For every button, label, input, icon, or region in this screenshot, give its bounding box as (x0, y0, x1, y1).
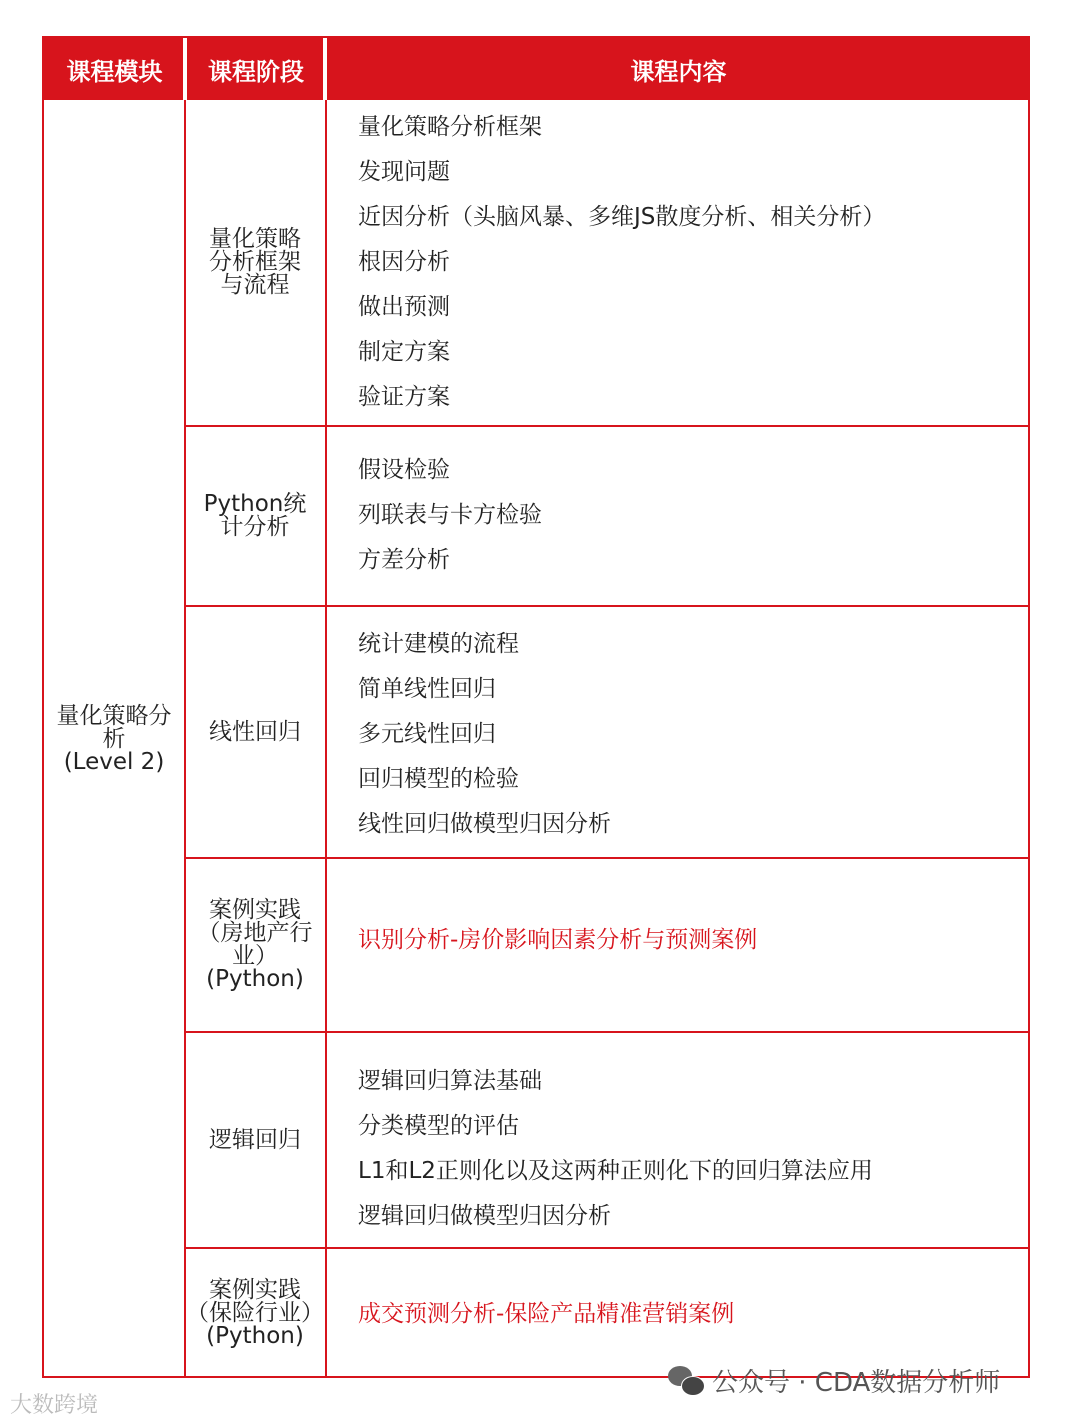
content-item: 分类模型的评估 (358, 1113, 519, 1139)
content-list (358, 448, 542, 583)
watermark-right (668, 1362, 1000, 1399)
content-item: L1和L2正则化以及这两种正则化下的回归算法应用 (358, 1158, 873, 1184)
stage-label: （房地产行 (197, 920, 313, 946)
stage-label: 计分析 (220, 514, 290, 540)
content-item: 逻辑回归做模型归因分析 (358, 1203, 611, 1229)
wechat-icon (668, 1366, 704, 1396)
content-item: 线性回归做模型归因分析 (358, 811, 611, 837)
stage-label: 量化策略 (209, 226, 301, 252)
stage-label: (Python) (206, 966, 304, 992)
stage-label: 线性回归 (209, 718, 301, 745)
stage-label: 案例实践 (209, 1277, 301, 1303)
module-label: (Level 2) (63, 748, 165, 775)
content-list (358, 1292, 734, 1337)
stage-label: 业） (232, 943, 278, 969)
module-label: 析 (102, 725, 126, 752)
module-cell (44, 100, 184, 1378)
stage-cell (185, 607, 325, 857)
watermark-left: 大数跨境 (10, 1393, 99, 1418)
content-item: 逻辑回归算法基础 (358, 1068, 542, 1094)
content-item: 验证方案 (358, 384, 450, 410)
content-item: 做出预测 (358, 294, 450, 320)
module-label: 量化策略分 (56, 702, 172, 729)
stage-label: (Python) (206, 1323, 304, 1349)
header-stage: 课程阶段 (187, 38, 325, 100)
header-content: 课程内容 (327, 38, 1030, 100)
watermark-text: 公众号 · CDA数据分析师 (712, 1368, 1001, 1398)
stage-label: Python统 (203, 491, 307, 517)
content-item: 多元线性回归 (358, 721, 496, 747)
stage-cell (185, 859, 325, 1031)
header-module: 课程模块 (44, 38, 185, 100)
stage-label: （保险行业） (186, 1300, 324, 1326)
case-study-item: 成交预测分析-保险产品精准营销案例 (358, 1301, 735, 1327)
content-item: 根因分析 (358, 249, 450, 275)
content-list (358, 622, 611, 847)
stage-label: 分析框架 (209, 249, 301, 275)
content-item: 近因分析（头脑风暴、多维JS散度分析、相关分析） (358, 204, 886, 230)
content-list (358, 1059, 873, 1239)
stage-label: 与流程 (220, 272, 290, 298)
content-item: 列联表与卡方检验 (358, 502, 542, 528)
content-item: 统计建模的流程 (358, 631, 519, 657)
stage-cell (185, 427, 325, 605)
stage-cell (185, 1033, 325, 1247)
content-item: 方差分析 (358, 547, 450, 573)
content-item: 制定方案 (358, 339, 450, 365)
stage-label: 案例实践 (209, 897, 301, 923)
course-table (42, 36, 1030, 1378)
content-list (358, 918, 757, 963)
content-item: 简单线性回归 (358, 676, 496, 702)
stage-label: 逻辑回归 (209, 1126, 301, 1153)
content-item: 发现问题 (358, 159, 450, 185)
stage-cell (185, 100, 325, 425)
content-item: 量化策略分析框架 (358, 114, 542, 140)
content-item: 回归模型的检验 (358, 766, 519, 792)
content-list (358, 105, 885, 420)
content-item: 假设检验 (358, 457, 450, 483)
stage-cell (185, 1249, 325, 1378)
column-divider (325, 100, 327, 1378)
case-study-item: 识别分析-房价影响因素分析与预测案例 (358, 927, 758, 953)
